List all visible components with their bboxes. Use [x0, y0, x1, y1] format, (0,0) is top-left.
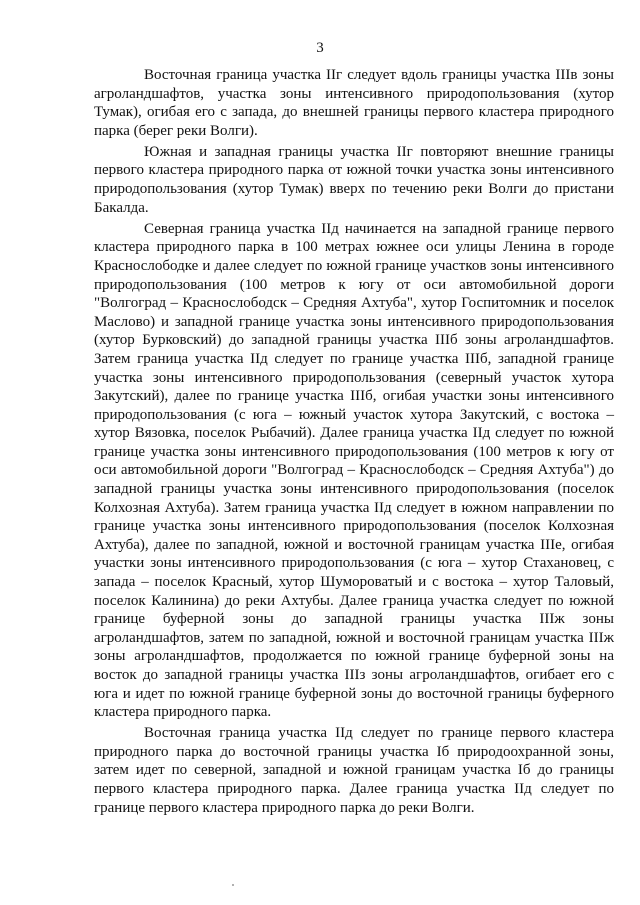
document-body — [94, 66, 614, 820]
scan-artifact-dot — [232, 884, 234, 886]
paragraph-eastern-boundary-IIg: Восточная граница участка IIг следует вдоль границы участка IIIв зоны агроландшафтов, участка зоны интенсивного природопользования (хутор Тумак), огибая его с запада, до внешней границы первого кластера природного парка (берег реки Волги). — [94, 67, 614, 139]
paragraph-eastern-boundary-IId: Восточная граница участка IIд следует по границе первого кластера природного парка до восточной границы участка Iб природоохранной зоны, затем идет по северной, западной и южной границам участка Iб до границы первого кластера природного парка. Далее граница участка IIд следует по границе первого кластера природного парка до реки Волги. — [94, 725, 614, 816]
paragraph-southern-western-boundary-IIg: Южная и западная границы участка IIг повторяют внешние границы первого кластера природного парка от южной точки участка зоны интенсивного природопользования (хутор Тумак) вверх по течению реки Волги до пристани Бакалда. — [94, 143, 614, 216]
paragraph-northern-boundary-IId: Северная граница участка IIд начинается на западной границе первого кластера природного парка в 100 метрах южнее оси улицы Ленина в городе Краснослободке и далее следует по южной границе участков зоны интенсивного природопользования (100 метров к югу от оси автомобильной дороги "Волгоград – Краснослободск – Средняя Ахтуба", хутор Госпитомник и поселок Маслово) и западной границе участка зоны интенсивного природопользования (хутор Бурковский) до западной границы участка IIIб зоны агроландшафтов. Затем граница участка IIд следует по границе участка IIIб, западной границе участка зоны интенсивного природопользования (северный участок хутора Закутский), далее по границе участка IIIб, огибая участки зоны интенсивного природопользования (с юга – южный участок хутора Закутский, с востока – хутор Вязовка, поселок Рыбачий). Далее граница участка IIд следует по южной границе участка зоны интенсивного природопользования (100 метров к югу от оси автомобильной дороги "Волгоград – Краснослободск – Средняя Ахтуба") до западной границы участка зоны интенсивного природопользования (поселок Колхозная Ахтуба). Затем граница участка IIд следует в южном направлении по границе участка зоны интенсивного природопользования (поселок Колхозная Ахтуба), далее по западной, южной и восточной границам участка IIIе, огибая участки зоны интенсивного природопользования (с юга – хутор Стахановец, с запада – поселок Красный, хутор Шумороватый и с востока – хутор Таловый, поселок Калинина) до реки Ахтубы. Далее граница участка следует по южной границе буферной зоны до западной границы участка IIIж зоны агроландшафтов, затем по западной, южной и восточной границам участка IIIж зоны агроландшафтов, продолжается по южной границе буферной зоны на восток до западной границы участка IIIз зоны агроландшафтов, огибает его с юга и идет по южной границе буферной зоны до восточной границы буферного кластера природного парка. — [94, 220, 614, 721]
page-number: 3 — [316, 40, 324, 56]
